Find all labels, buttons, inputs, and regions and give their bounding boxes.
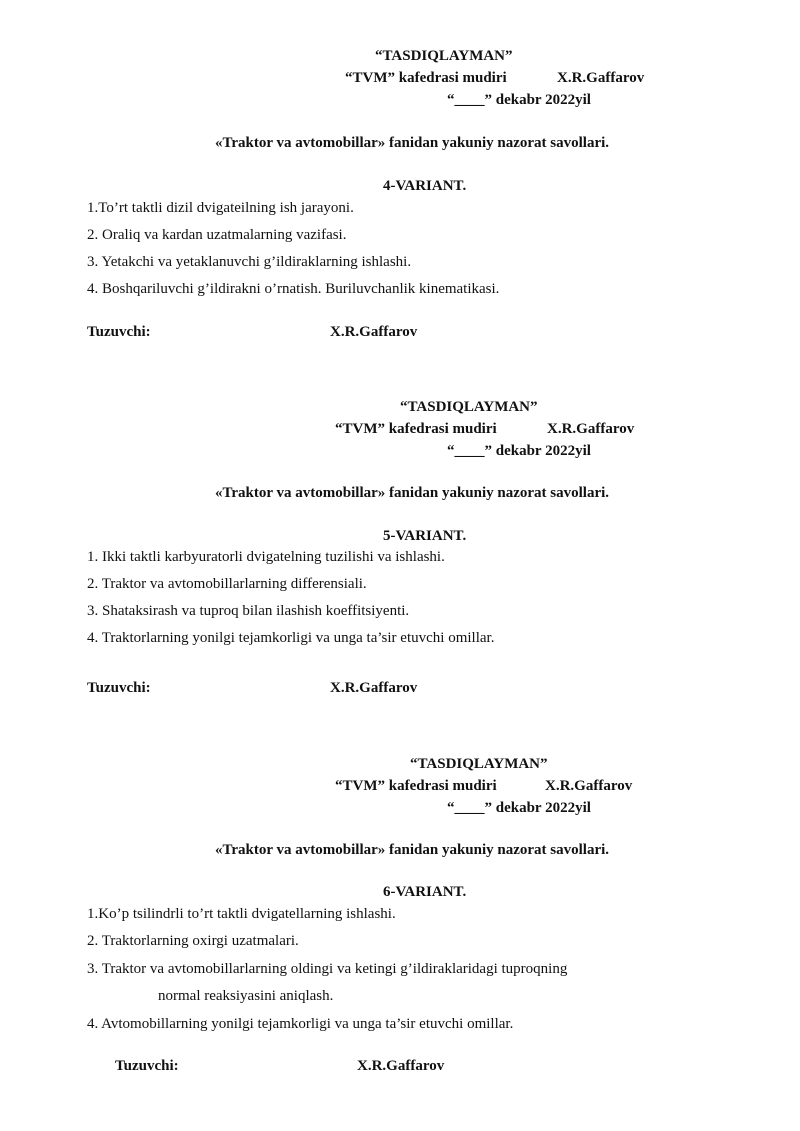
- question-item: 3. Shataksirash va tuproq bilan ilashish koeffitsiyenti.: [87, 603, 410, 619]
- exam-heading: «Traktor va avtomobillar» fanidan yakuniy nazorat savollari.: [215, 135, 610, 151]
- exam-heading: «Traktor va avtomobillar» fanidan yakuniy nazorat savollari.: [215, 485, 610, 501]
- approval-date: “____” dekabr 2022yil: [447, 443, 591, 459]
- question-item: 4. Avtomobillarning yonilgi tejamkorligi va unga ta’sir etuvchi omillar.: [87, 1016, 514, 1032]
- compiler-label: Tuzuvchi:: [87, 324, 151, 340]
- question-item: 1.To’rt taktli dizil dvigateilning ish jarayoni.: [87, 200, 354, 216]
- question-item: 1.Ko’p tsilindrli to’rt taktli dvigatellarning ishlashi.: [87, 906, 396, 922]
- question-item: 2. Oraliq va kardan uzatmalarning vazifasi.: [87, 227, 347, 243]
- question-item: 3. Traktor va avtomobillarlarning oldingi va ketingi g’ildiraklaridagi tuproqning: [87, 961, 568, 977]
- variant-title: 4-VARIANT.: [383, 178, 467, 194]
- question-item: 3. Yetakchi va yetaklanuvchi g’ildiraklarning ishlashi.: [87, 254, 412, 270]
- approval-position: “TVM” kafedrasi mudiri: [345, 70, 507, 86]
- compiler-name: X.R.Gaffarov: [357, 1058, 445, 1074]
- variant-title: 6-VARIANT.: [383, 884, 467, 900]
- question-item: 2. Traktorlarning oxirgi uzatmalari.: [87, 933, 299, 949]
- approval-title: “TASDIQLAYMAN”: [375, 48, 513, 64]
- question-item: 4. Boshqariluvchi g’ildirakni o’rnatish. Buriluvchanlik kinematikasi.: [87, 281, 500, 297]
- approval-title: “TASDIQLAYMAN”: [400, 399, 538, 415]
- approval-date: “____” dekabr 2022yil: [447, 92, 591, 108]
- compiler-name: X.R.Gaffarov: [330, 680, 418, 696]
- compiler-label: Tuzuvchi:: [87, 680, 151, 696]
- question-item-continuation: normal reaksiyasini aniqlash.: [158, 988, 334, 1004]
- approval-name: X.R.Gaffarov: [545, 778, 633, 794]
- question-item: 1. Ikki taktli karbyuratorli dvigatelning tuzilishi va ishlashi.: [87, 549, 445, 565]
- compiler-label: Tuzuvchi:: [115, 1058, 179, 1074]
- compiler-name: X.R.Gaffarov: [330, 324, 418, 340]
- approval-title: “TASDIQLAYMAN”: [410, 756, 548, 772]
- approval-position: “TVM” kafedrasi mudiri: [335, 778, 497, 794]
- exam-heading: «Traktor va avtomobillar» fanidan yakuniy nazorat savollari.: [215, 842, 610, 858]
- approval-position: “TVM” kafedrasi mudiri: [335, 421, 497, 437]
- approval-date: “____” dekabr 2022yil: [447, 800, 591, 816]
- approval-name: X.R.Gaffarov: [557, 70, 645, 86]
- question-item: 2. Traktor va avtomobillarlarning differensiali.: [87, 576, 367, 592]
- variant-title: 5-VARIANT.: [383, 528, 467, 544]
- question-item: 4. Traktorlarning yonilgi tejamkorligi va unga ta’sir etuvchi omillar.: [87, 630, 495, 646]
- approval-name: X.R.Gaffarov: [547, 421, 635, 437]
